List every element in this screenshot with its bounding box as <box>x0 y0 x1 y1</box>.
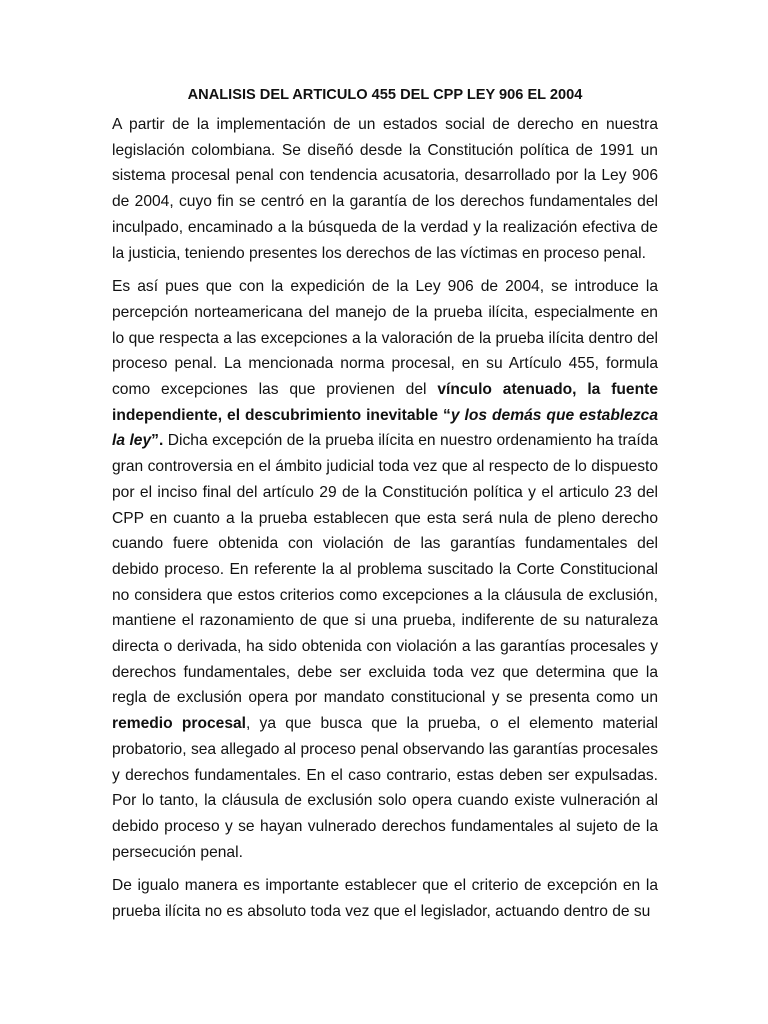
paragraph-2-text-2: Dicha excepción de la prueba ilícita en nuestro ordenamiento ha traída gran controversia en el ámbito judicial toda vez que al respecto de lo dispuesto por el inciso final del artículo 29 de la Constitución política y el articulo 23 del CPP en cuanto a la prueba establecen que esta será nula de pleno derecho cuando fuere obtenida con violación de las garantías fundamentales del debido proceso. En referente la al problema suscitado la Corte Constitucional no considera que estos criterios como excepciones a la cláusula de exclusión, mantiene el razonamiento de que si una prueba, indiferente de su naturaleza directa o derivada, ha sido obtenida con violación a las garantías procesales y derechos fundamentales, debe ser excluida toda vez que determina que la regla de exclusión opera por mandato constitucional y se presenta como un <box>112 432 659 707</box>
paragraph-2-bold-exceptions: vínculo atenuado, la fuente independiente, el descubrimiento inevitable <box>112 381 658 424</box>
paragraph-2-italic-quote: y los demás que establezca la ley <box>112 406 659 450</box>
document-title: ANALISIS DEL ARTICULO 455 DEL CPP LEY 906 EL 2004 <box>187 87 583 103</box>
paragraph-3: De igualo manera es importante establecer que el criterio de excepción en la prueba ilícita no es absoluto toda vez que el legislador, actuando dentro de su <box>112 877 658 921</box>
document-page <box>112 84 658 933</box>
paragraph-2-text-3: , ya que busca que la prueba, o el elemento material probatorio, sea allegado al proceso penal observando las garantías procesales y derechos fundamentales. En el caso contrario, estas deben ser expulsadas. Por lo tanto, la cláusula de exclusión solo opera cuando existe vulneración al debido proceso y se hayan vulnerado derechos fundamentales al sujeto de la persecución penal. <box>112 715 658 861</box>
paragraph-2 <box>112 274 658 865</box>
paragraph-2-text-1: Es así pues que con la expedición de la Ley 906 de 2004, se introduce la percepción norteamericana del manejo de la prueba ilícita, especialmente en lo que respecta a las excepciones a la valoración de la prueba ilícita dentro del proceso penal. La mencionada norma procesal, en su Artículo 455, formula como excepciones las que provienen del <box>112 278 658 399</box>
paragraph-2-bold-remedy: remedio procesal <box>112 715 247 733</box>
paragraph-2-quote-close: ”. <box>151 432 164 450</box>
paragraph-2-quote-open: “ <box>438 406 451 424</box>
paragraph-1: A partir de la implementación de un estados social de derecho en nuestra legislación colombiana. Se diseñó desde la Constitución política de 1991 un sistema procesal penal con tendencia acusatoria, desarrollado por la Ley 906 de 2004, cuyo fin se centró en la garantía de los derechos fundamentales del inculpado, encaminado a la búsqueda de la verdad y la realización efectiva de la justicia, teniendo presentes los derechos de las víctimas en proceso penal. <box>112 116 658 262</box>
